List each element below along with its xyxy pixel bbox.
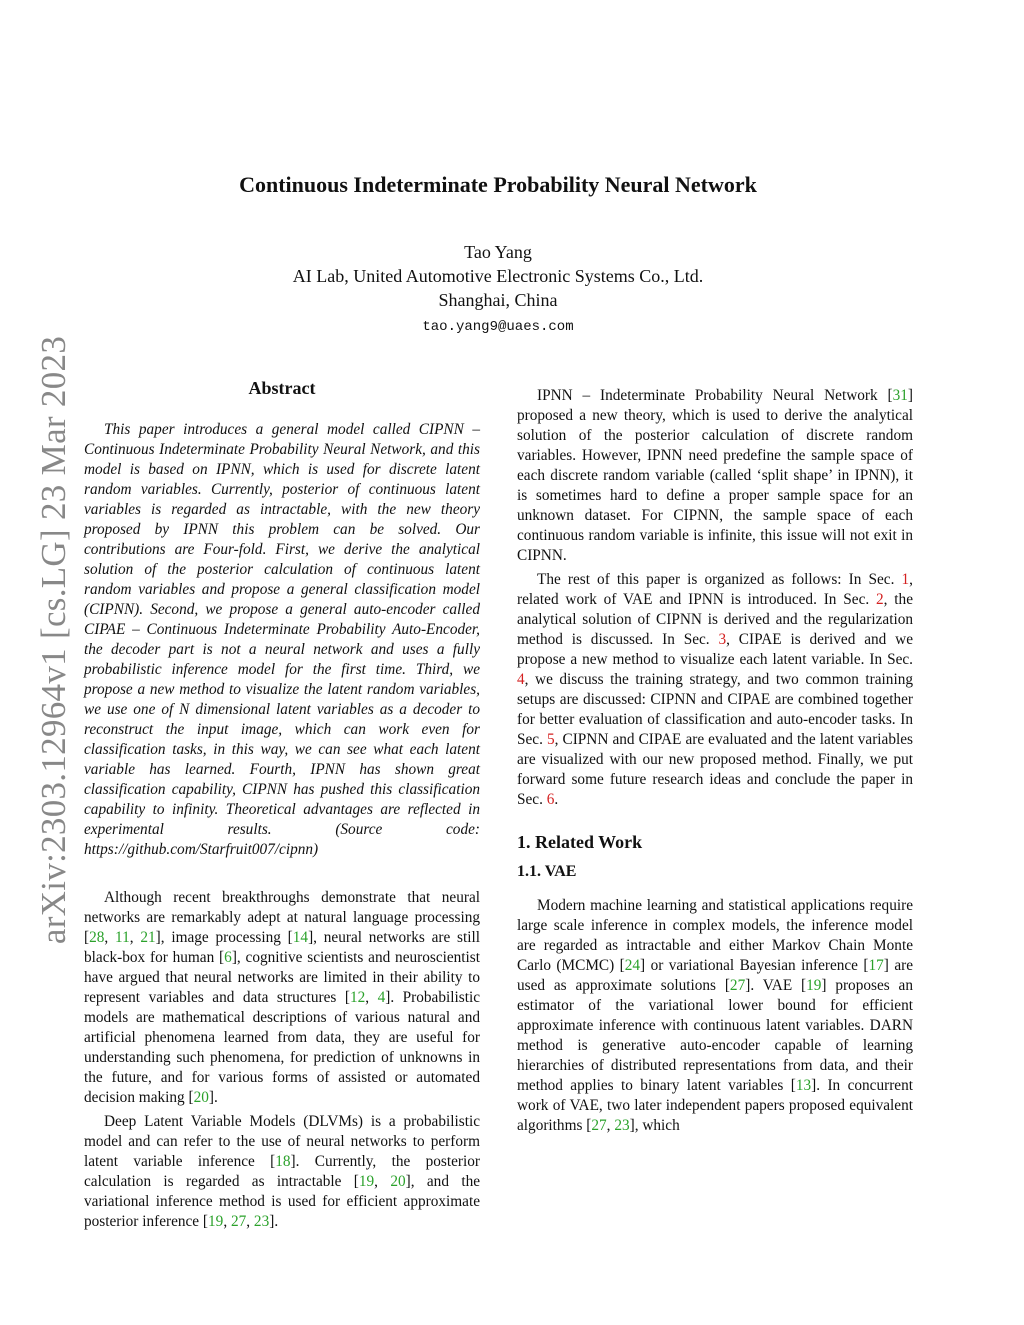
citation-link[interactable]: 13 (795, 1077, 812, 1094)
intro-paragraph-4: The rest of this paper is organized as follows: In Sec. 1, related work of VAE and IPNN is introduced. In Sec. 2, the analytical solution of CIPNN is derived and the regularization method is discussed. In Sec. 3, CIPAE is derived and we propose a new method to visualize each latent variable. In Sec. 4, we discuss the training strategy, and two common training setups are discussed: CIPNN and CIPAE are combined together for better evaluation of classification and auto-encoder tasks. In Sec. 5, CIPNN and CIPAE are evaluated and the latent variables are visualized with our new proposed method. Finally, we put forward some future research ideas and conclude the paper in Sec. 6. (517, 571, 913, 808)
citation-link[interactable]: 4 (377, 989, 386, 1006)
right-column (517, 382, 913, 1136)
paper-title: Continuous Indeterminate Probability Neural Network (239, 172, 757, 197)
section-ref-link[interactable]: 5 (546, 731, 555, 748)
section-ref-link[interactable]: 2 (876, 591, 884, 608)
section-ref-link[interactable]: 6 (546, 791, 555, 808)
author-email[interactable]: tao.yang9@uaes.com (422, 319, 574, 335)
arxiv-stamp: arXiv:2303.12964v1 [cs.LG] 23 Mar 2023 (34, 335, 73, 945)
vae-paragraph: Modern machine learning and statistical applications require large scale inference in complex models, the inference model are regarded as intractable and either Markov Chain Monte Carlo (MCMC) [24] or variational Bayesian inference [17] are used as approximate solutions [27]. VAE [19] proposes an estimator of the variational lower bound for efficient approximate inference with continuous latent variables. DARN method is generative auto-encoder capable of learning hierarchies of distributed representations from data, and their method applies to binary latent variables [13]. In concurrent work of VAE, two later independent papers proposed equivalent algorithms [27, 23], which (517, 897, 913, 1134)
section-ref-link[interactable]: 3 (718, 631, 727, 648)
section-heading: 1. Related Work (517, 832, 643, 852)
citation-link[interactable]: 11 (115, 929, 130, 946)
citation-link[interactable]: 18 (275, 1153, 291, 1170)
citation-link[interactable]: 6 (224, 949, 232, 966)
citation-link[interactable]: 19 (358, 1173, 375, 1190)
intro-paragraph-3: IPNN – Indeterminate Probability Neural Network [31] proposed a new theory, which is used to derive the analytical solution of the posterior calculation of discrete random variables. However, IPNN need predefine the sample space of each discrete random variable (called ‘split shape’ in IPNN), it is sometimes hard to define a proper sample space for an unknown dataset. For CIPNN, the sample space of each continuous random variable is infinite, this issue will not exit in CIPNN. (517, 387, 913, 564)
left-column (84, 378, 480, 1232)
section-ref-link[interactable]: 1 (901, 571, 910, 588)
citation-link[interactable]: 19 (806, 977, 822, 994)
citation-link[interactable]: 21 (140, 929, 156, 946)
abstract-heading: Abstract (248, 378, 316, 398)
citation-link[interactable]: 27 (230, 1213, 247, 1230)
citation-link[interactable]: 19 (208, 1213, 224, 1230)
abstract-text: This paper introduces a general model called CIPNN – Continuous Indeterminate Probability Neural Network, and this model is based on IPNN, which is used for discrete latent random variables. Currently, posterior of continuous latent variables is regarded as intractable, with the new theory proposed by IPNN this problem can be solved. Our contributions are Four-fold. First, we derive the analytical solution of the posterior calculation of continuous latent random variables and propose a general classification model (CIPNN). Second, we propose a general auto-encoder called CIPAE – Continuous Indeterminate Probability Auto-Encoder, the decoder part is not a neural network and uses a fully probabilistic inference model for the first time. Third, we propose a new method to visualize the latent random variables, we use one of N dimensional latent variables as a decoder to reconstruct the input image, which can work even for classification tasks, in this way, we can see what each latent variable has learned. Fourth, IPNN has shown great classification capability, CIPNN has pushed this classification capability to infinity. Theoretical advantages are reflected in experimental results. (Source code: https://github.com/Starfruit007/cipnn) (84, 421, 480, 858)
citation-link[interactable]: 20 (390, 1173, 406, 1190)
subsection-heading: 1.1. VAE (517, 863, 577, 880)
citation-link[interactable]: 20 (193, 1089, 209, 1106)
citation-link[interactable]: 24 (624, 957, 641, 974)
citation-link[interactable]: 17 (868, 957, 884, 974)
citation-link[interactable]: 27 (729, 977, 746, 994)
author-block (0, 240, 996, 339)
author-name: Tao Yang (464, 242, 532, 262)
intro-paragraph-1: Although recent breakthroughs demonstrate that neural networks are remarkably adept at natural language processing [28, 11, 21], image processing [14], neural networks are still black-box for human [6], cognitive scientists and neuroscientist have argued that neural networks are limited in their ability to represent variables and data structures [12, 4]. Probabilistic models are mathematical descriptions of various natural and artificial phenomena learned from data, they are useful for understanding such phenomena, for prediction of unknowns in the future, and for various forms of assisted or automated decision making [20]. (84, 889, 481, 1106)
citation-link[interactable]: 31 (892, 387, 908, 404)
citation-link[interactable]: 28 (89, 929, 105, 946)
citation-link[interactable]: 14 (292, 929, 309, 946)
citation-link[interactable]: 27 (591, 1117, 607, 1134)
section-ref-link[interactable]: 4 (517, 671, 525, 688)
author-affiliation: AI Lab, United Automotive Electronic Systems Co., Ltd. (292, 266, 704, 286)
citation-link[interactable]: 23 (614, 1117, 630, 1134)
intro-paragraph-2: Deep Latent Variable Models (DLVMs) is a probabilistic model and can refer to the use of neural networks to perform latent variable inference [18]. Currently, the posterior calculation is regarded as intractable [19, 20], and the variational inference method is used for efficient approximate posterior inference [19, 27, 23]. (84, 1113, 481, 1230)
author-location: Shanghai, China (438, 290, 558, 310)
citation-link[interactable]: 12 (349, 989, 366, 1006)
citation-link[interactable]: 23 (253, 1213, 270, 1230)
